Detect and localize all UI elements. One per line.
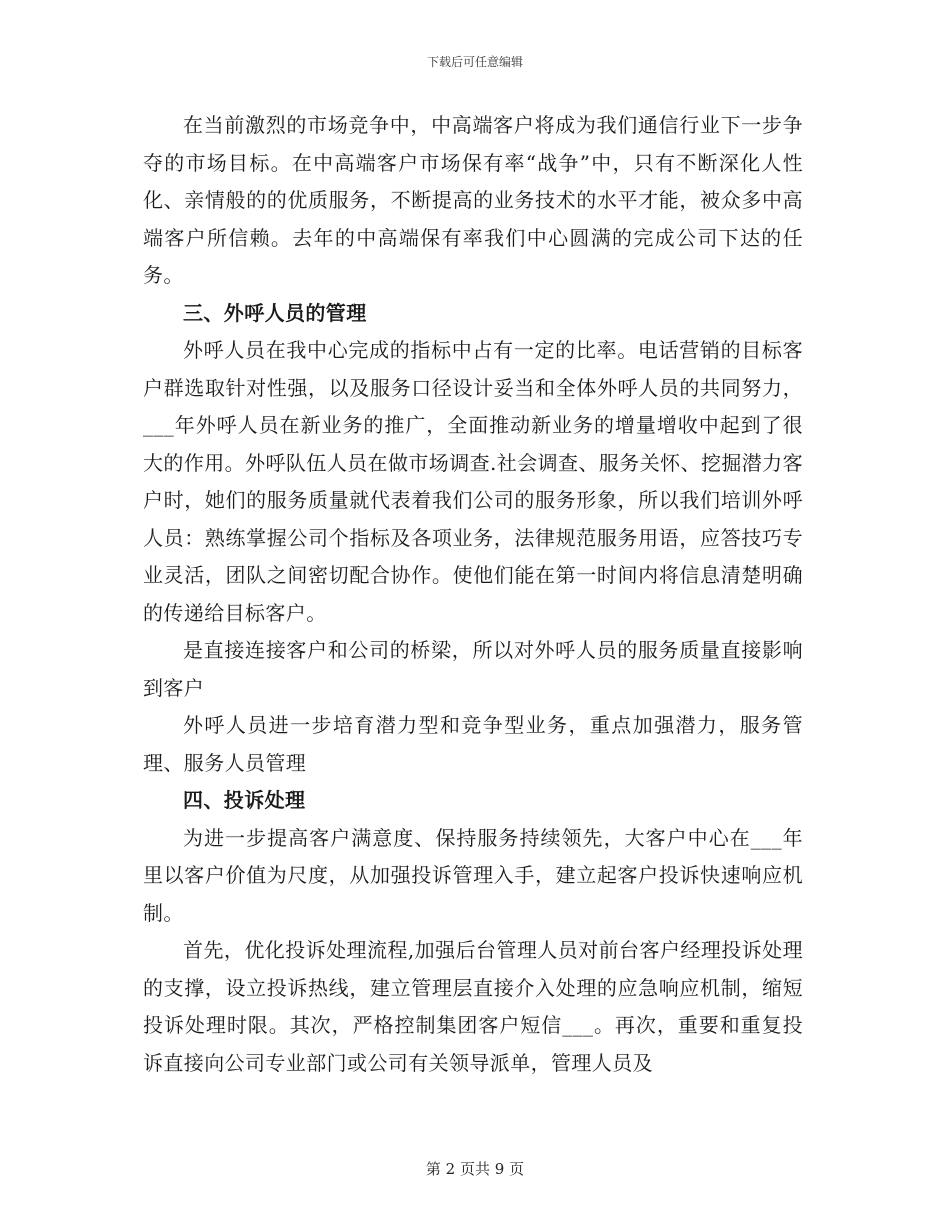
section-heading: 三、外呼人员的管理: [183, 300, 367, 325]
paragraph: 首先，优化投诉处理流程,加强后台管理人员对前台客户经理投诉处理的支撑，设立投诉热线，建立管理层直接介入处理的应急响应机制，缩短投诉处理时限。其次，严格控制集团客户短信___。再次，重要和重复投诉直接向公司专业部门或公司有关领导派单，管理人员及: [143, 938, 803, 1075]
paragraph: 外呼人员在我中心完成的指标中占有一定的比率。电话营销的目标客户群选取针对性强，以及服务口径设计妥当和全体外呼人员的共同努力，___年外呼人员在新业务的推广，全面推动新业务的增量增收中起到了很大的作用。外呼队伍人员在做市场调查.社会调查、服务关怀、挖掘潜力客户时，她们的服务质量就代表着我们公司的服务形象，所以我们培训外呼人员：熟练掌握公司个指标及各项业务，法律规范服务用语，应答技巧专业灵活，团队之间密切配合协作。使他们能在第一时间内将信息清楚明确的传递给目标客户。: [143, 338, 803, 625]
paragraph: 为进一步提高客户满意度、保持服务持续领先，大客户中心在___年里以客户价值为尺度，从加强投诉管理入手，建立起客户投诉快速响应机制。: [143, 825, 803, 925]
page-footer: 第 2 页共 9 页: [425, 1160, 525, 1178]
section-heading: 四、投诉处理: [183, 788, 306, 812]
page-header: 下载后可任意编辑: [426, 55, 523, 69]
paragraph: 是直接连接客户和公司的桥梁，所以对外呼人员的服务质量直接影响到客户: [143, 638, 803, 700]
paragraph: 外呼人员进一步培育潜力型和竞争型业务，重点加强潜力，服务管理、服务人员管理: [143, 713, 803, 775]
document-body: [143, 107, 803, 1082]
paragraph: 在当前激烈的市场竞争中，中高端客户将成为我们通信行业下一步争夺的市场目标。在中高端客户市场保有率“战争”中，只有不断深化人性化、亲情般的的优质服务，不断提高的业务技术的水平才能，被众多中高端客户所信赖。去年的中高端保有率我们中心圆满的完成公司下达的任务。: [143, 113, 803, 287]
